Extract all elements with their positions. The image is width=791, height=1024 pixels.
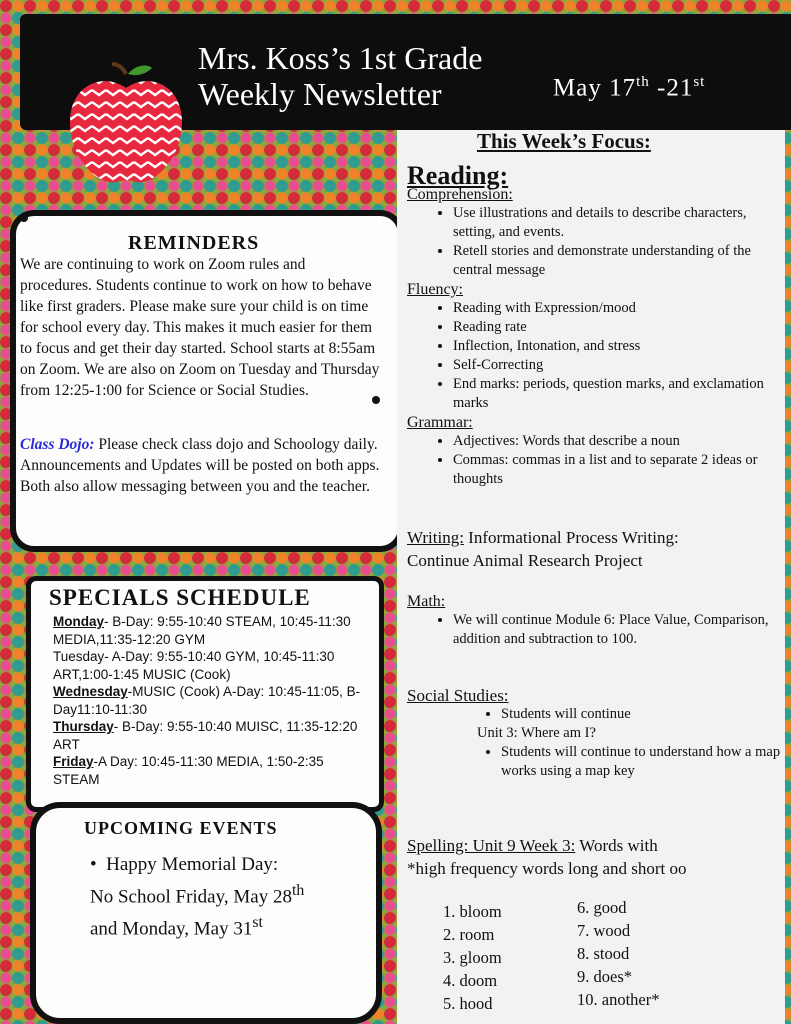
reminders-box xyxy=(10,210,404,552)
list-item: • Students will continue xyxy=(501,705,785,724)
schedule-tuesday xyxy=(53,648,373,683)
list-item: • Use illustrations and details to describe characters, setting, and events. xyxy=(453,204,785,242)
list-item: • We will continue Module 6: Place Value, Comparison, addition and subtraction to 100. xyxy=(453,611,785,649)
math-section xyxy=(407,592,785,649)
event-line-3-suffix: st xyxy=(252,914,263,932)
upcoming-events-title: UPCOMING EVENTS xyxy=(84,818,278,838)
date-end: -21 xyxy=(649,74,694,102)
schedule-thursday-text: - B-Day: 9:55-10:40 MUISC, 11:35-12:20 ART xyxy=(53,719,358,752)
date-range xyxy=(553,74,705,102)
event-bullet: • xyxy=(90,854,97,875)
spelling-word: 3. gloom xyxy=(443,948,502,967)
spelling-word: 6. good xyxy=(577,898,627,917)
weekly-focus-column xyxy=(397,130,785,1024)
math-list xyxy=(407,611,785,649)
schedule-monday xyxy=(53,613,373,648)
upcoming-events-box xyxy=(30,802,382,1024)
day-label-friday: Friday xyxy=(53,754,94,769)
event-line-3: and Monday, May 31 xyxy=(90,918,253,940)
spelling-words-right xyxy=(577,896,659,1011)
reminders-paragraph-1: We are continuing to work on Zoom rules and procedures. Students continue to work on how to behave like first graders. Please make sure your child is on time for school every day. This makes it much easier for them to focus and get their day started. School starts at 8:55am on Zoom. We are also on Zoom on Tuesday and Thursday from 12:25-1:00 for Science or Social Studies. xyxy=(20,256,380,399)
spelling-word: 10. another* xyxy=(577,990,660,1009)
specials-title: SPECIALS SCHEDULE xyxy=(49,585,311,610)
comprehension-list xyxy=(407,204,785,280)
grammar-heading: Grammar: xyxy=(407,414,473,431)
event-line-2: No School Friday, May 28 xyxy=(90,886,292,908)
list-item: • Reading rate xyxy=(453,318,785,337)
spelling-heading: Spelling: Unit 9 Week 3: xyxy=(407,836,576,855)
day-label-wednesday: Wednesday xyxy=(53,684,128,699)
list-item: • Inflection, Intonation, and stress xyxy=(453,337,785,356)
schedule-friday-text: -A Day: 10:45-11:30 MEDIA, 1:50-2:35 STEAM xyxy=(53,754,324,787)
writing-section xyxy=(407,526,679,572)
fluency-heading: Fluency: xyxy=(407,281,463,298)
schedule-thursday xyxy=(53,718,373,753)
reading-heading: Reading: xyxy=(407,161,509,190)
border-dot xyxy=(372,396,380,404)
writing-line-2: Continue Animal Research Project xyxy=(407,551,643,570)
spelling-word: 8. stood xyxy=(577,944,630,963)
list-item: • Reading with Expression/mood xyxy=(453,299,785,318)
social-list-1 xyxy=(407,705,785,724)
spelling-word: 7. wood xyxy=(577,921,631,940)
date-start: May 17 xyxy=(553,74,637,102)
day-label-tuesday: Tuesday xyxy=(53,649,105,664)
list-item: • Adjectives: Words that describe a noun xyxy=(453,432,785,451)
date-end-suffix: st xyxy=(693,74,706,90)
list-item: • End marks: periods, question marks, and exclamation marks xyxy=(453,375,785,413)
focus-title: This Week’s Focus: xyxy=(477,129,651,153)
spelling-section xyxy=(407,834,687,880)
spelling-words-left xyxy=(443,900,502,1015)
newsletter-title xyxy=(198,40,482,112)
event-line-2-suffix: th xyxy=(291,882,305,899)
title-line-1: Mrs. Koss’s 1st Grade xyxy=(198,40,483,76)
reminders-paragraph-2 xyxy=(20,434,380,497)
social-studies-heading: Social Studies: xyxy=(407,686,509,705)
title-line-2: Weekly Newsletter xyxy=(198,76,442,112)
social-studies-section xyxy=(407,686,785,781)
schedule-tuesday-text: - A-Day: 9:55-10:40 GYM, 10:45-11:30 ART,1:00-1:45 MUSIC (Cook) xyxy=(53,649,335,682)
comprehension-heading: Comprehension: xyxy=(407,186,513,203)
writing-heading: Writing: xyxy=(407,528,464,547)
fluency-list xyxy=(407,299,785,413)
specials-schedule-box xyxy=(26,576,384,812)
math-heading: Math: xyxy=(407,593,446,610)
spelling-line-2: *high frequency words long and short oo xyxy=(407,859,687,878)
schedule-friday xyxy=(53,753,373,788)
schedule-wednesday xyxy=(53,683,373,718)
social-list-2 xyxy=(407,743,785,781)
spelling-word: 1. bloom xyxy=(443,902,502,921)
apple-icon xyxy=(64,62,188,186)
list-item: • Commas: commas in a list and to separate 2 ideas or thoughts xyxy=(453,451,785,489)
day-label-thursday: Thursday xyxy=(53,719,114,734)
spelling-word: 5. hood xyxy=(443,994,493,1013)
reading-section xyxy=(407,161,785,489)
list-item: • Students will continue to understand how a map works using a map key xyxy=(501,743,785,781)
border-dot xyxy=(20,214,28,222)
grammar-list xyxy=(407,432,785,489)
spelling-word: 9. does* xyxy=(577,967,632,986)
specials-schedule-text xyxy=(53,613,373,788)
writing-line-1: Informational Process Writing: xyxy=(463,528,679,547)
event-line-1: Happy Memorial Day: xyxy=(106,854,279,875)
upcoming-events-text xyxy=(90,852,370,943)
spelling-word: 4. doom xyxy=(443,971,498,990)
class-dojo-text: Please check class dojo and Schoology daily. Announcements and Updates will be posted on both apps. Both also allow messaging between you and the teacher. xyxy=(20,436,380,495)
schedule-monday-text: - B-Day: 9:55-10:40 STEAM, 10:45-11:30 MEDIA,11:35-12:20 GYM xyxy=(53,614,351,647)
list-item: • Retell stories and demonstrate understanding of the central message xyxy=(453,242,785,280)
social-unit: Unit 3: Where am I? xyxy=(477,725,596,741)
schedule-wednesday-text: -MUSIC (Cook) A-Day: 10:45-11:05, B-Day11:10-11:30 xyxy=(53,684,361,717)
date-start-suffix: th xyxy=(636,74,650,90)
spelling-heading-rest: Words with xyxy=(575,836,658,855)
list-item: • Self-Correcting xyxy=(453,356,785,375)
day-label-monday: Monday xyxy=(53,614,105,629)
reminders-title: REMINDERS xyxy=(128,232,260,254)
class-dojo-label: Class Dojo: xyxy=(20,436,95,453)
spelling-word: 2. room xyxy=(443,925,495,944)
